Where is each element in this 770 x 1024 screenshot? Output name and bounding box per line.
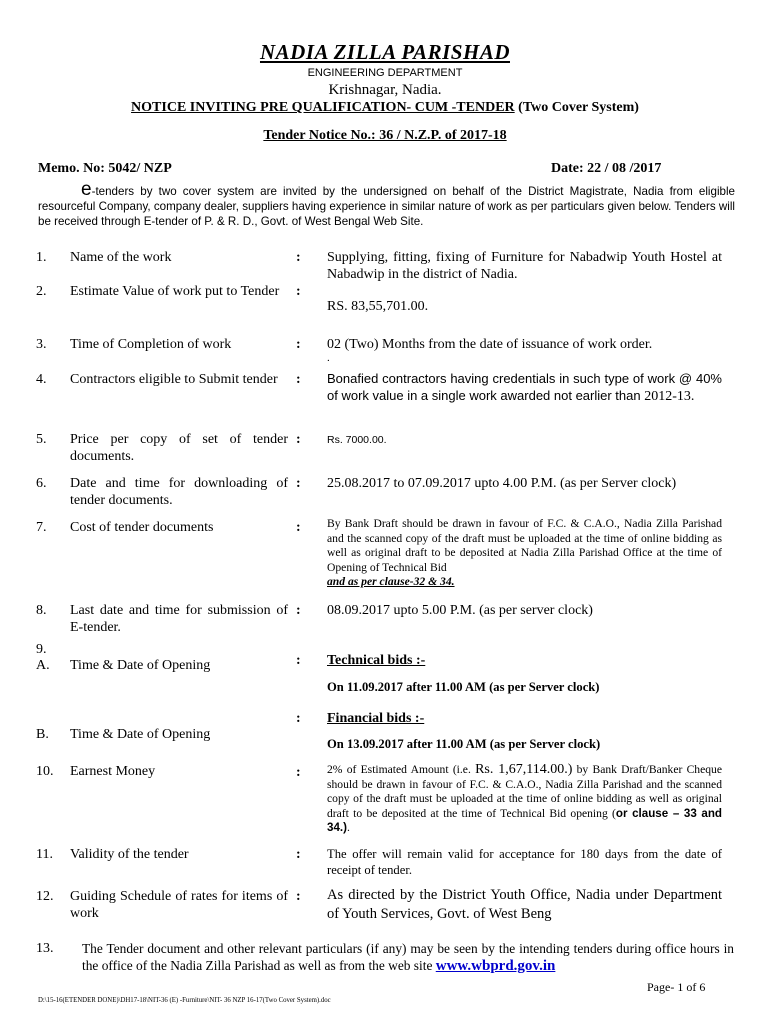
- item-value-cost: [327, 517, 722, 590]
- item-label-price: Price per copy of set of tender documents.: [70, 432, 288, 464]
- notice-suffix: (Two Cover System): [518, 100, 639, 115]
- item-number: 7.: [36, 520, 47, 535]
- item-label-opening-a: Time & Date of Opening: [70, 658, 211, 673]
- item-subletter-b: B.: [36, 727, 49, 742]
- item-value-price: Rs. 7000.00.: [327, 434, 387, 446]
- item-number: 3.: [36, 337, 47, 352]
- item-label-download: Date and time for downloading of tender documents.: [70, 476, 288, 508]
- item-colon: :: [296, 337, 301, 352]
- item-label-opening-b: Time & Date of Opening: [70, 727, 211, 742]
- file-path: D:\15-16(ETENDER DONE)\DH17-18\NIT-36 (E) -Furniture\NIT- 36 NZP 16-17(Two Cover System).doc: [38, 997, 331, 1004]
- item-value-work-name: Supplying, fitting, fixing of Furniture for Nabadwip Youth Hostel at Nabadwip in the district of Nadia.: [327, 250, 722, 282]
- technical-bids-heading: Technical bids :-: [327, 653, 426, 668]
- item-colon: :: [296, 603, 301, 618]
- eligibility-year: 2012-13.: [644, 388, 695, 404]
- item-number: 8.: [36, 603, 47, 618]
- item-colon: :: [296, 372, 301, 387]
- item-colon: :: [296, 432, 301, 447]
- earnest-text-2: by Bank Draft/Banker Cheque should be drawn in favour of F.C. & C.A.O., Nadia Zilla Parishad and the scanned copy of the draft must be uploaded at the time of online bidding as well as original draft to be deposited at the time of Technical Bid opening (: [327, 763, 722, 820]
- location: Krishnagar, Nadia.: [328, 82, 442, 98]
- item-label-last-date: Last date and time for submission of E-tender.: [70, 603, 288, 635]
- earnest-amount: Rs. 1,67,114.00.): [475, 762, 573, 777]
- item-colon: :: [296, 889, 301, 904]
- cost-clause: and as per clause-32 & 34.: [327, 575, 455, 589]
- item-label-schedule: Guiding Schedule of rates for items of work: [70, 889, 288, 921]
- eligibility-text: Bonafied contractors having credentials in such type of work @ 40% of work value in a single work awarded not earlier than: [327, 371, 722, 403]
- earnest-text-1: 2% of Estimated Amount (i.e.: [327, 763, 476, 776]
- item-13-paragraph: [82, 940, 734, 975]
- item-label-eligibility: Contractors eligible to Submit tender: [70, 372, 278, 387]
- item-label-cost: Cost of tender documents: [70, 520, 214, 535]
- item-number: 12.: [36, 889, 54, 904]
- notice-date: Date: 22 / 08 /2017: [551, 161, 662, 176]
- notice-title-text: NOTICE INVITING PRE QUALIFICATION- CUM -TENDER: [131, 100, 515, 115]
- item-value-earnest: [327, 763, 722, 836]
- item-number: 4.: [36, 372, 47, 387]
- org-title: NADIA ZILLA PARISHAD: [259, 40, 510, 64]
- item-subletter-a: A.: [36, 658, 50, 673]
- technical-bids-date: On 11.09.2017 after 11.00 AM (as per Server clock): [327, 680, 600, 694]
- item-colon: :: [296, 520, 301, 535]
- item-13-text: The Tender document and other relevant particulars (if any) may be seen by the intending tenders during office hours in the office of the Nadia Zilla Parishad as well as from the web site: [82, 941, 734, 973]
- item-colon: :: [296, 653, 301, 668]
- item-value-last-date: 08.09.2017 upto 5.00 P.M. (as per server clock): [327, 603, 593, 618]
- item-label-earnest: Earnest Money: [70, 764, 156, 779]
- intro-text: -tenders by two cover system are invited by the undersigned on behalf of the District Magistrate, Nadia from eligible resourceful Company, company dealer, suppliers having experience in similar nature of work as per particulars given below. Tenders will be received through E-tender of P. & R. D., Govt. of West Bengal Web Site.: [38, 185, 735, 228]
- item-value-validity: The offer will remain valid for acceptance for 180 days from the date of receipt of tender.: [327, 847, 722, 877]
- item-value-completion: 02 (Two) Months from the date of issuance of work order.: [327, 337, 653, 352]
- item-label-completion: Time of Completion of work: [70, 337, 232, 352]
- item-number: 2.: [36, 284, 47, 299]
- item-label-estimate: Estimate Value of work put to Tender: [70, 284, 280, 299]
- item-value-estimate: RS. 83,55,701.00.: [327, 299, 429, 314]
- department: ENGINEERING DEPARTMENT: [307, 67, 463, 79]
- item-value-schedule: As directed by the District Youth Office, Nadia under Department of Youth Services, Govt. of West Beng: [327, 887, 722, 922]
- item-number: 10.: [36, 764, 54, 779]
- item-label-work-name: Name of the work: [70, 250, 172, 265]
- item-value-download: 25.08.2017 to 07.09.2017 upto 4.00 P.M. (as per Server clock): [327, 476, 677, 491]
- item-number: 9.: [36, 642, 47, 657]
- item-colon: :: [296, 765, 301, 780]
- financial-bids-heading: Financial bids :-: [327, 711, 425, 726]
- item-colon: :: [296, 476, 301, 491]
- item-number: 11.: [36, 847, 53, 862]
- item-label-validity: Validity of the tender: [70, 847, 189, 862]
- item-colon: :: [296, 250, 301, 265]
- tender-number-text: Tender Notice No.: 36 / N.Z.P. of 2017-18: [263, 128, 507, 143]
- item-number: 5.: [36, 432, 47, 447]
- financial-bids-date: On 13.09.2017 after 11.00 AM (as per Server clock): [327, 737, 601, 751]
- item-value-eligibility: [327, 371, 722, 405]
- earnest-clause: or clause – 33 and 34.): [327, 806, 722, 835]
- cost-text: By Bank Draft should be drawn in favour of F.C. & C.A.O., Nadia Zilla Parishad and the scanned copy of the draft must be uploaded at the time of online bidding as well as original draft to be deposited at Nadia Zilla Parishad Office at the time of Opening of Technical Bid: [327, 517, 722, 574]
- intro-paragraph: [38, 179, 735, 229]
- stray-dot: .: [327, 352, 330, 364]
- item-colon: :: [296, 711, 301, 726]
- tender-number: [0, 128, 770, 144]
- notice-title: [0, 100, 770, 116]
- item-number: 6.: [36, 476, 47, 491]
- item-number: 1.: [36, 250, 47, 265]
- page-number: Page- 1 of 6: [647, 980, 706, 994]
- earnest-end: .: [346, 821, 350, 835]
- intro-initial: e: [81, 179, 92, 200]
- item-number: 13.: [36, 941, 54, 956]
- website-link[interactable]: www.wbprd.gov.in: [435, 958, 556, 974]
- item-colon: :: [296, 284, 301, 299]
- memo-number: Memo. No: 5042/ NZP: [38, 161, 172, 176]
- item-colon: :: [296, 847, 301, 862]
